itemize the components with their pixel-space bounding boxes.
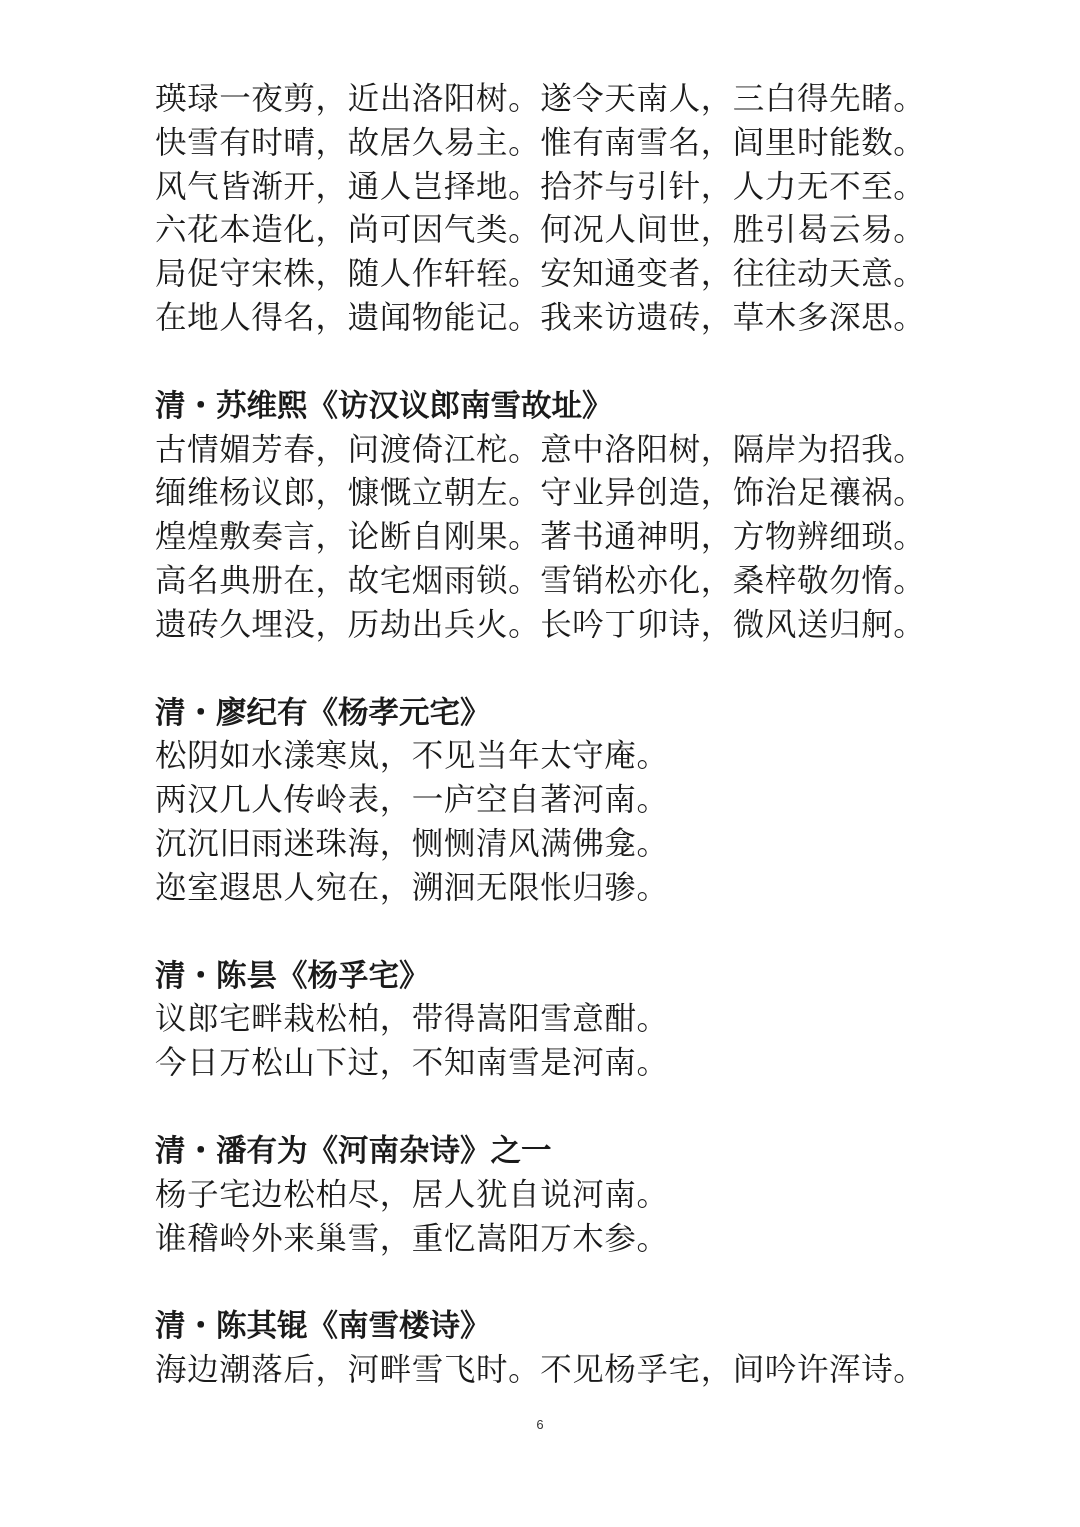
document-body — [155, 78, 945, 1393]
poem-line: 古情媚芳春，问渡倚江柁。意中洛阳树，隔岸为招我。 — [155, 431, 926, 468]
poem-line: 在地人得名，遗闻物能记。我来访遗砖，草木多深思。 — [155, 299, 926, 336]
poem-line: 海边潮落后，河畔雪飞时。不见杨孚宅，间吟许浑诗。 — [155, 1352, 926, 1389]
poem-line: 迩室遐思人宛在，溯洄无限怅归骖。 — [155, 869, 669, 906]
poem-line: 杨子宅边松柏尽，居人犹自说河南。 — [155, 1176, 669, 1213]
poem-section-continued — [155, 78, 945, 341]
poem-section-liao-jiyou — [155, 692, 945, 911]
poem-title: 清・潘有为《河南杂诗》之一 — [155, 1133, 552, 1169]
poem-line: 议郎宅畔栽松柏，带得嵩阳雪意酣。 — [155, 1001, 669, 1038]
poem-line: 沉沉旧雨迷珠海，恻恻清风满佛龛。 — [155, 825, 669, 862]
poem-section-su-weixi — [155, 385, 945, 648]
poem-section-pan-youwei — [155, 1130, 945, 1261]
poem-line: 风气皆渐开，通人岂择地。拾芥与引针，人力无不至。 — [155, 168, 926, 205]
poem-line: 今日万松山下过，不知南雪是河南。 — [155, 1045, 669, 1082]
poem-line: 缅维杨议郎，慷慨立朝左。守业异创造，饰治足禳祸。 — [155, 475, 926, 512]
poem-line: 松阴如水漾寒岚，不见当年太守庵。 — [155, 738, 669, 775]
poem-title: 清・苏维熙《访汉议郎南雪故址》 — [155, 388, 613, 424]
poem-line: 高名典册在，故宅烟雨锁。雪销松亦化，桑梓敬勿惰。 — [155, 562, 926, 599]
poem-line: 局促守宋株，随人作轩轾。安知通变者，往往动天意。 — [155, 256, 926, 293]
poem-section-chen-qikun — [155, 1305, 945, 1393]
poem-section-chen-tan — [155, 955, 945, 1086]
page-number: 6 — [536, 1417, 544, 1432]
poem-line: 六花本造化，尚可因气类。何况人间世，胜引曷云易。 — [155, 212, 926, 249]
poem-line: 两汉几人传岭表，一庐空自著河南。 — [155, 782, 669, 819]
poem-line: 瑛琭一夜剪，近出洛阳树。遂令天南人，三白得先睹。 — [155, 81, 926, 117]
poem-line: 煌煌敷奏言，论断自刚果。著书通神明，方物辨细琐。 — [155, 519, 926, 556]
poem-line: 遗砖久埋没，历劫出兵火。长吟丁卯诗，微风送归舸。 — [155, 606, 926, 643]
poem-line: 谁稽岭外来巢雪，重忆嵩阳万木参。 — [155, 1220, 669, 1257]
poem-title: 清・陈昙《杨孚宅》 — [155, 958, 430, 994]
poem-line: 快雪有时晴，故居久易主。惟有南雪名，闾里时能数。 — [155, 124, 926, 161]
poem-title: 清・陈其锟《南雪楼诗》 — [155, 1309, 491, 1345]
poem-title: 清・廖纪有《杨孝元宅》 — [155, 695, 491, 731]
